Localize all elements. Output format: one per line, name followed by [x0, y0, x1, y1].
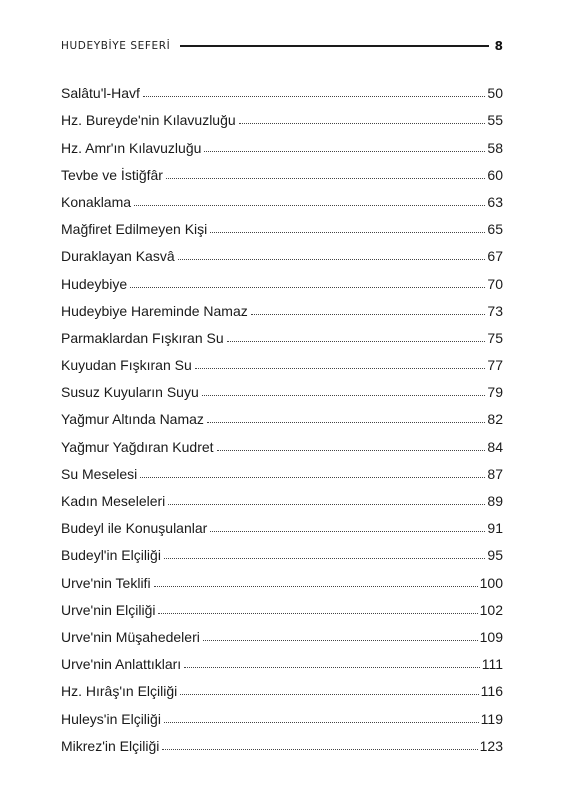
toc-entry[interactable] — [61, 183, 503, 210]
toc-entry[interactable] — [61, 156, 503, 183]
toc-entry-title: Mikrez'in Elçiliği — [61, 737, 160, 754]
toc-entry-page: 111 — [481, 656, 503, 673]
dot-leader — [168, 504, 485, 505]
toc-entry-page: 89 — [487, 493, 503, 509]
toc-entry[interactable] — [61, 427, 503, 454]
toc-entry-title: Parmaklardan Fışkıran Su — [61, 329, 224, 346]
toc-entry-title: Urve'nin Elçiliği — [61, 601, 156, 618]
dot-leader — [217, 450, 486, 451]
toc-entry-title: Tevbe ve İstiğfâr — [61, 166, 163, 183]
toc-entry-title: Kadın Meseleleri — [61, 493, 166, 509]
toc-entry-page: 65 — [487, 221, 503, 238]
toc-entry-title: Mağfiret Edilmeyen Kişi — [61, 221, 208, 238]
dot-leader — [143, 96, 485, 97]
toc-entry[interactable] — [61, 455, 503, 482]
toc-entry[interactable] — [61, 400, 503, 427]
toc-entry-page: 67 — [487, 248, 503, 265]
toc-entry-title: Hz. Amr'ın Kılavuzluğu — [61, 139, 202, 156]
toc-entry-page: 109 — [479, 628, 503, 645]
toc-entry[interactable] — [61, 509, 503, 536]
dot-leader — [210, 232, 485, 233]
dot-leader — [134, 205, 485, 206]
toc-entry-title: Yağmur Yağdıran Kudret — [61, 438, 214, 455]
toc-entry-page: 87 — [487, 465, 503, 482]
toc-entry-page: 55 — [487, 112, 503, 129]
toc-entry-page: 60 — [487, 166, 503, 183]
dot-leader — [204, 151, 485, 152]
dot-leader — [195, 368, 486, 369]
toc-entry-page: 95 — [487, 547, 503, 564]
toc-entry[interactable] — [61, 292, 503, 319]
running-header-title: HUDEYBİYE SEFERİ — [61, 40, 171, 52]
dot-leader — [164, 558, 485, 559]
toc-entry-page: 84 — [487, 438, 503, 455]
dot-leader — [207, 422, 486, 423]
dot-leader — [227, 341, 486, 342]
toc-entry-page: 102 — [479, 601, 503, 618]
toc-entry-title: Yağmur Altında Namaz — [61, 411, 204, 428]
table-of-contents — [61, 74, 503, 754]
toc-entry-page: 119 — [480, 710, 503, 727]
dot-leader — [154, 586, 478, 587]
running-header — [61, 37, 503, 55]
dot-leader — [210, 531, 485, 532]
toc-entry-page: 100 — [479, 574, 503, 591]
toc-entry[interactable] — [61, 319, 503, 346]
toc-entry-title: Hudeybiye — [61, 275, 128, 292]
toc-entry-title: Budeyl ile Konuşulanlar — [61, 520, 208, 537]
toc-entry-page: 123 — [479, 737, 503, 754]
toc-entry-page: 73 — [487, 302, 503, 319]
toc-entry[interactable] — [61, 482, 503, 509]
toc-entry[interactable] — [61, 346, 503, 373]
toc-entry-page: 70 — [487, 275, 503, 292]
toc-entry-page: 91 — [487, 520, 503, 537]
page-number: 8 — [494, 39, 503, 53]
dot-leader — [239, 123, 486, 124]
toc-entry-title: Urve'nin Müşahedeleri — [61, 628, 200, 645]
dot-leader — [180, 694, 478, 695]
toc-entry-title: Kuyudan Fışkıran Su — [61, 357, 192, 374]
toc-entry-title: Urve'nin Teklifi — [61, 574, 151, 591]
toc-entry[interactable] — [61, 101, 503, 128]
dot-leader — [202, 395, 486, 396]
toc-entry-title: Huleys'in Elçiliği — [61, 710, 161, 727]
toc-entry-title: Urve'nin Anlattıkları — [61, 656, 182, 673]
dot-leader — [184, 667, 480, 668]
toc-entry-title: Hz. Bureyde'nin Kılavuzluğu — [61, 112, 236, 129]
dot-leader — [178, 259, 486, 260]
toc-entry-page: 75 — [487, 329, 503, 346]
toc-entry[interactable] — [61, 618, 503, 645]
toc-entry-title: Duraklayan Kasvâ — [61, 248, 175, 265]
toc-entry[interactable] — [61, 645, 503, 672]
toc-entry-title: Su Meselesi — [61, 465, 138, 482]
dot-leader — [203, 640, 478, 641]
toc-entry[interactable] — [61, 699, 503, 726]
toc-entry-page: 58 — [487, 139, 503, 156]
toc-entry[interactable] — [61, 128, 503, 155]
toc-entry-page: 79 — [487, 384, 503, 401]
toc-entry-title: Hz. Hırâş'ın Elçiliği — [61, 683, 178, 700]
dot-leader — [130, 287, 485, 288]
toc-entry-page: 63 — [487, 193, 503, 210]
dot-leader — [166, 178, 485, 179]
toc-entry-title: Konaklama — [61, 193, 132, 210]
toc-entry[interactable] — [61, 264, 503, 291]
toc-entry[interactable] — [61, 563, 503, 590]
toc-entry[interactable] — [61, 536, 503, 563]
dot-leader — [162, 749, 477, 750]
toc-entry-title: Salâtu'l-Havf — [61, 85, 140, 102]
toc-entry[interactable] — [61, 210, 503, 237]
toc-entry-title: Budeyl'in Elçiliği — [61, 547, 161, 564]
dot-leader — [164, 722, 479, 723]
dot-leader — [158, 613, 477, 614]
toc-entry-title: Susuz Kuyuların Suyu — [61, 384, 199, 401]
dot-leader — [251, 314, 486, 315]
toc-entry[interactable] — [61, 373, 503, 400]
toc-entry-page: 77 — [487, 357, 503, 374]
toc-entry-title: Hudeybiye Hareminde Namaz — [61, 302, 248, 319]
toc-entry[interactable] — [61, 237, 503, 264]
toc-entry[interactable] — [61, 727, 503, 754]
toc-entry[interactable] — [61, 672, 503, 699]
toc-entry[interactable] — [61, 74, 503, 101]
toc-entry-page: 116 — [480, 683, 503, 700]
header-rule — [180, 45, 488, 47]
toc-entry[interactable] — [61, 591, 503, 618]
toc-entry-page: 50 — [487, 85, 503, 102]
dot-leader — [140, 477, 485, 478]
toc-entry-page: 82 — [487, 411, 503, 428]
